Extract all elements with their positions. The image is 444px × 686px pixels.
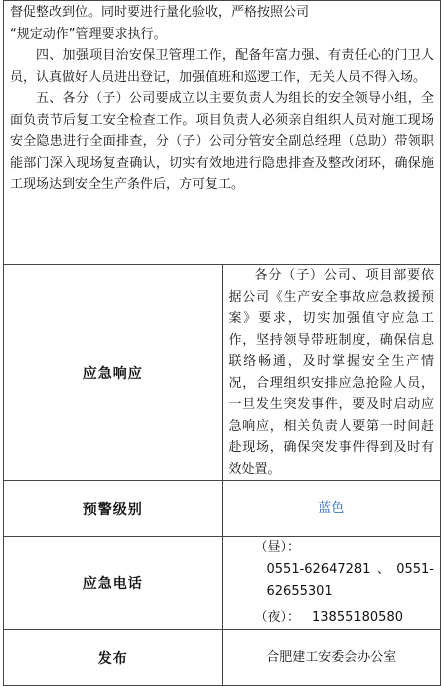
- emergency-response-row: [4, 265, 441, 481]
- measure-item-5: 五、各分（子）公司要成立以主要负责人为组长的安全领导小组，全面负责节后复工安全检查工作。项目负责人必须亲自组织人员对施工现场安全隐患进行全面排查，分（子）公司分管安全副总经理（总助）带领职能部门深入现场复查确认，切实有效地进行隐患排查及整改闭环，确保施工现场达到安全生产条件后，方可复工。: [10, 91, 434, 192]
- warning-level-label: 预警级别: [4, 481, 223, 537]
- emergency-phone-row: [4, 537, 441, 630]
- emergency-response-content: [222, 265, 441, 481]
- continuation-line-1: 督促整改到位。同时要进行量化验收，严格按照公司: [10, 5, 310, 20]
- night-phone-line: [229, 607, 435, 629]
- emergency-phone-content: [222, 537, 441, 630]
- publisher-content: [222, 630, 441, 686]
- day-phone-label: （昼）：: [254, 540, 301, 555]
- continuation-line-2: “规定动作”管理要求执行。: [10, 26, 167, 42]
- emergency-response-text: 各分（子）公司、项目部要依据公司《生产安全事故应急救援预案》要求，切实加强值守应急工作，坚持领导带班制度，确保信息联络畅通，及时掌握安全生产情况，合理组织安排应急抢险人员，一旦发生突发事件，要及时启动应急响应，相关负责人要第一时间赶赴现场，确保突发事件得到及时有效处置。: [228, 268, 434, 477]
- emergency-response-label: 应急响应: [4, 265, 223, 481]
- measures-content: [4, 1, 441, 265]
- night-phone-label: （夜）：: [254, 610, 301, 625]
- warning-level-row: [4, 481, 441, 537]
- day-phone-line: [229, 537, 435, 603]
- measures-row: [4, 1, 441, 265]
- publisher-label: 发布: [4, 630, 223, 686]
- publisher-value: 合肥建工安委会办公室: [266, 649, 397, 665]
- warning-level-value: 蓝色: [318, 500, 345, 516]
- warning-level-content: [222, 481, 441, 537]
- notice-table: [3, 0, 441, 686]
- day-phone-numbers: 0551-62647281、0551-62655301: [266, 562, 434, 599]
- emergency-phone-label: 应急电话: [4, 537, 223, 630]
- night-phone-number: 13855180580: [312, 610, 403, 625]
- publisher-row: [4, 630, 441, 686]
- measure-item-4: 四、加强项目治安保卫管理工作，配备年富力强、有责任心的门卫人员，认真做好人员进出登记，加强值班和巡逻工作，无关人员不得入场。: [10, 48, 434, 85]
